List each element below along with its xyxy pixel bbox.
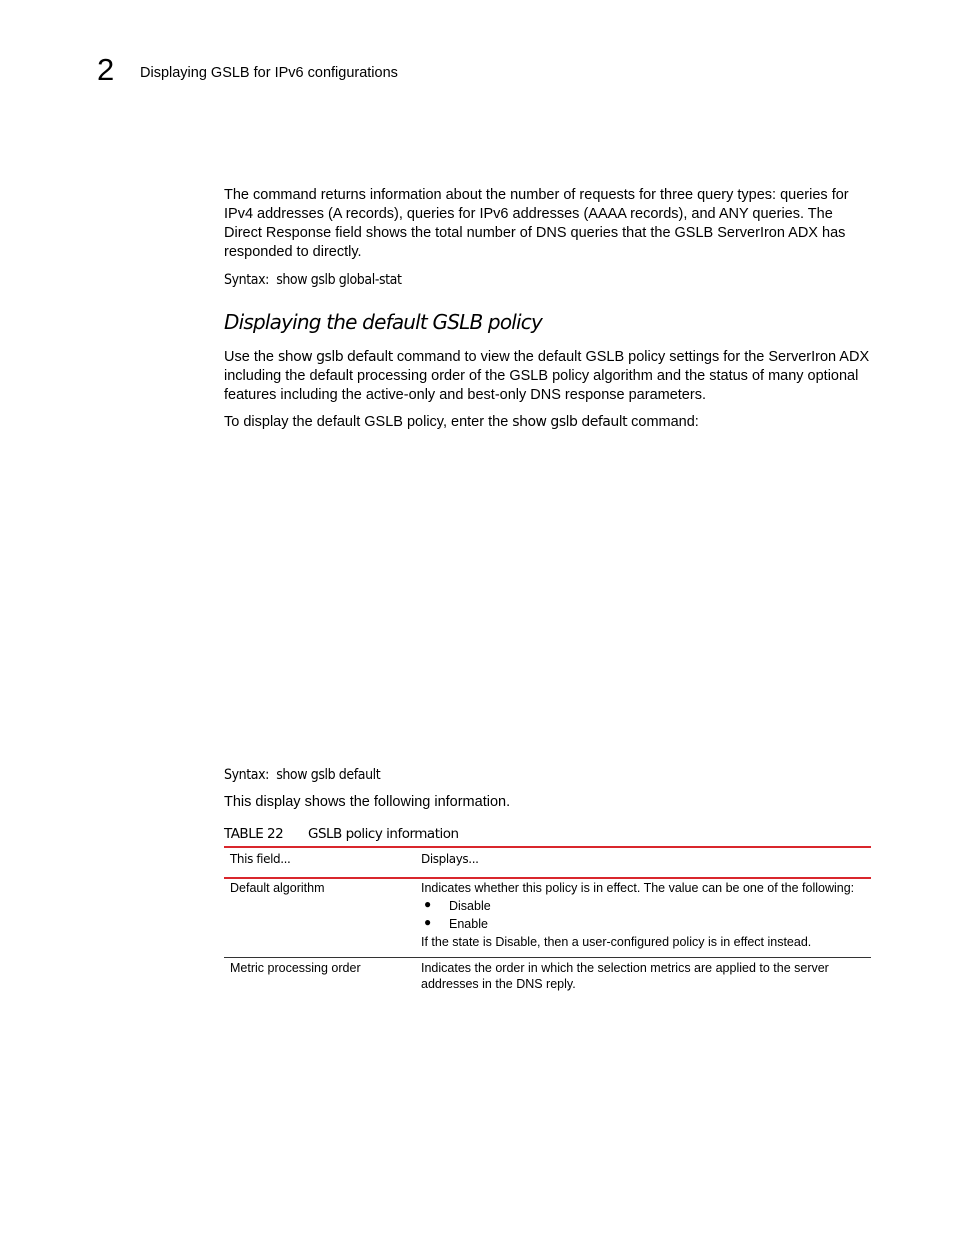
bullet-icon: ● [424, 897, 432, 911]
running-title: Displaying GSLB for IPv6 configurations [140, 65, 398, 81]
table-header-rule [224, 877, 871, 879]
p2-text-before: To display the default GSLB policy, enter the [224, 414, 513, 430]
syntax-label: Syntax: [224, 272, 269, 288]
p1-text-before: Use the [224, 349, 278, 365]
section-heading: Displaying the default GSLB policy [224, 310, 543, 334]
row-field: Metric processing order [230, 961, 361, 975]
row-field: Default algorithm [230, 881, 325, 895]
p1-command: show gslb default [278, 349, 393, 365]
bullet-item: Enable [449, 917, 488, 931]
intro-paragraph: The command returns information about the number of requests for three query types: queries for IPv4 addresses (A records), queries for IPv6 addresses (AAAA records), and ANY queries. The Direct Response field shows the total number of DNS queries that the GSLB ServerIron ADX has responded to directly. [224, 187, 849, 260]
table-title: GSLB policy information [308, 826, 459, 842]
syntax-label: Syntax: [224, 767, 269, 783]
bullet-item: Disable [449, 899, 491, 913]
p2-text-after: command: [627, 414, 699, 430]
header-displays: Displays... [421, 852, 479, 866]
syntax-command: show gslb global-stat [276, 272, 402, 288]
section-paragraph-3: This display shows the following information. [224, 794, 511, 810]
row-description: Indicates whether this policy is in effect. The value can be one of the following: [421, 881, 855, 895]
syntax-command: show gslb default [276, 767, 381, 783]
p2-command: show gslb default [512, 414, 628, 430]
table-top-rule [224, 846, 871, 848]
syntax-default [224, 767, 380, 783]
table-number: TABLE 22 [224, 826, 284, 842]
section-paragraph-2 [224, 413, 874, 432]
row-divider [224, 957, 871, 958]
bullet-icon: ● [424, 915, 432, 929]
p1-text-after: command to view the default GSLB policy settings for the ServerIron ADX including the default processing order of the GSLB policy algorithm and the status of many optional features including the active-only and best-only DNS response parameters. [224, 349, 870, 403]
syntax-global-stat [224, 272, 402, 288]
section-paragraph-1 [224, 348, 874, 405]
chapter-number: 2 [97, 52, 115, 87]
row-note: If the state is Disable, then a user-configured policy is in effect instead. [421, 935, 812, 949]
header-field: This field... [230, 852, 291, 866]
row-description: Indicates the order in which the selection metrics are applied to the server addresses in the DNS reply. [421, 961, 829, 991]
